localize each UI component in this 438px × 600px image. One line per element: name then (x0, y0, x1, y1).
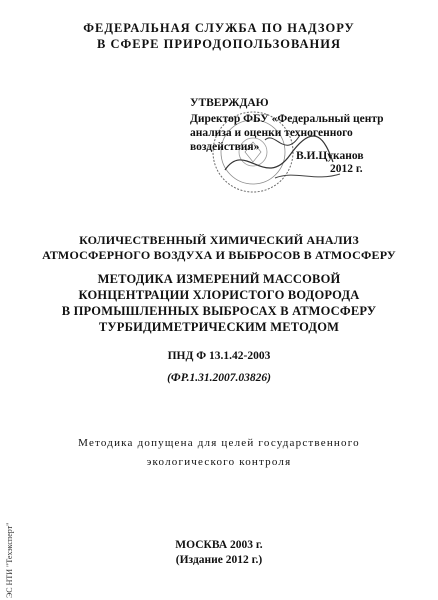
method-title (0, 271, 438, 335)
method-line-4: ТУРБИДИМЕТРИЧЕСКИМ МЕТОДОМ (98, 320, 340, 334)
agency-line-2: В СФЕРЕ ПРИРОДОПОЛЬЗОВАНИЯ (96, 37, 342, 51)
title-line-2: АТМОСФЕРНОГО ВОЗДУХА И ВЫБРОСОВ В АТМОСФЕРУ (42, 248, 396, 262)
city-year: МОСКВА 2003 г. (175, 539, 263, 551)
publication-footer (0, 538, 438, 568)
side-stamp (2, 488, 16, 598)
registration-number: (ФР.1.31.2007.03826) (167, 372, 271, 384)
method-line-2: КОНЦЕНТРАЦИИ ХЛОРИСТОГО ВОДОРОДА (78, 288, 360, 302)
signatory-name: В.И.Цуканов (296, 150, 364, 162)
method-line-1: МЕТОДИКА ИЗМЕРЕНИЙ МАССОВОЙ (97, 272, 341, 286)
approval-heading: УТВЕРЖДАЮ (190, 97, 269, 109)
agency-line-1: ФЕДЕРАЛЬНАЯ СЛУЖБА ПО НАДЗОРУ (83, 21, 355, 35)
method-line-3: В ПРОМЫШЛЕННЫХ ВЫБРОСАХ В АТМОСФЕРУ (61, 304, 377, 318)
permission-note (0, 434, 438, 472)
title-line-1: КОЛИЧЕСТВЕННЫЙ ХИМИЧЕСКИЙ АНАЛИЗ (79, 233, 359, 247)
approval-block (190, 96, 422, 154)
side-stamp-text: ЭС НТИ "Техэксперт" (5, 522, 14, 598)
document-title (0, 233, 438, 263)
permission-line-2: экологического контроля (146, 456, 292, 468)
permission-line-1: Методика допущена для целей государственного (78, 437, 360, 449)
approval-line-2: анализа и оценки техногенного (190, 127, 353, 139)
document-code: ПНД Ф 13.1.42-2003 (167, 350, 271, 362)
approval-date: 2012 г. (330, 163, 363, 175)
approval-line-3: воздействия» (190, 141, 260, 153)
agency-header (0, 20, 438, 52)
edition: (Издание 2012 г.) (175, 554, 263, 566)
approval-line-1: Директор ФБУ «Федеральный центр (190, 113, 384, 125)
